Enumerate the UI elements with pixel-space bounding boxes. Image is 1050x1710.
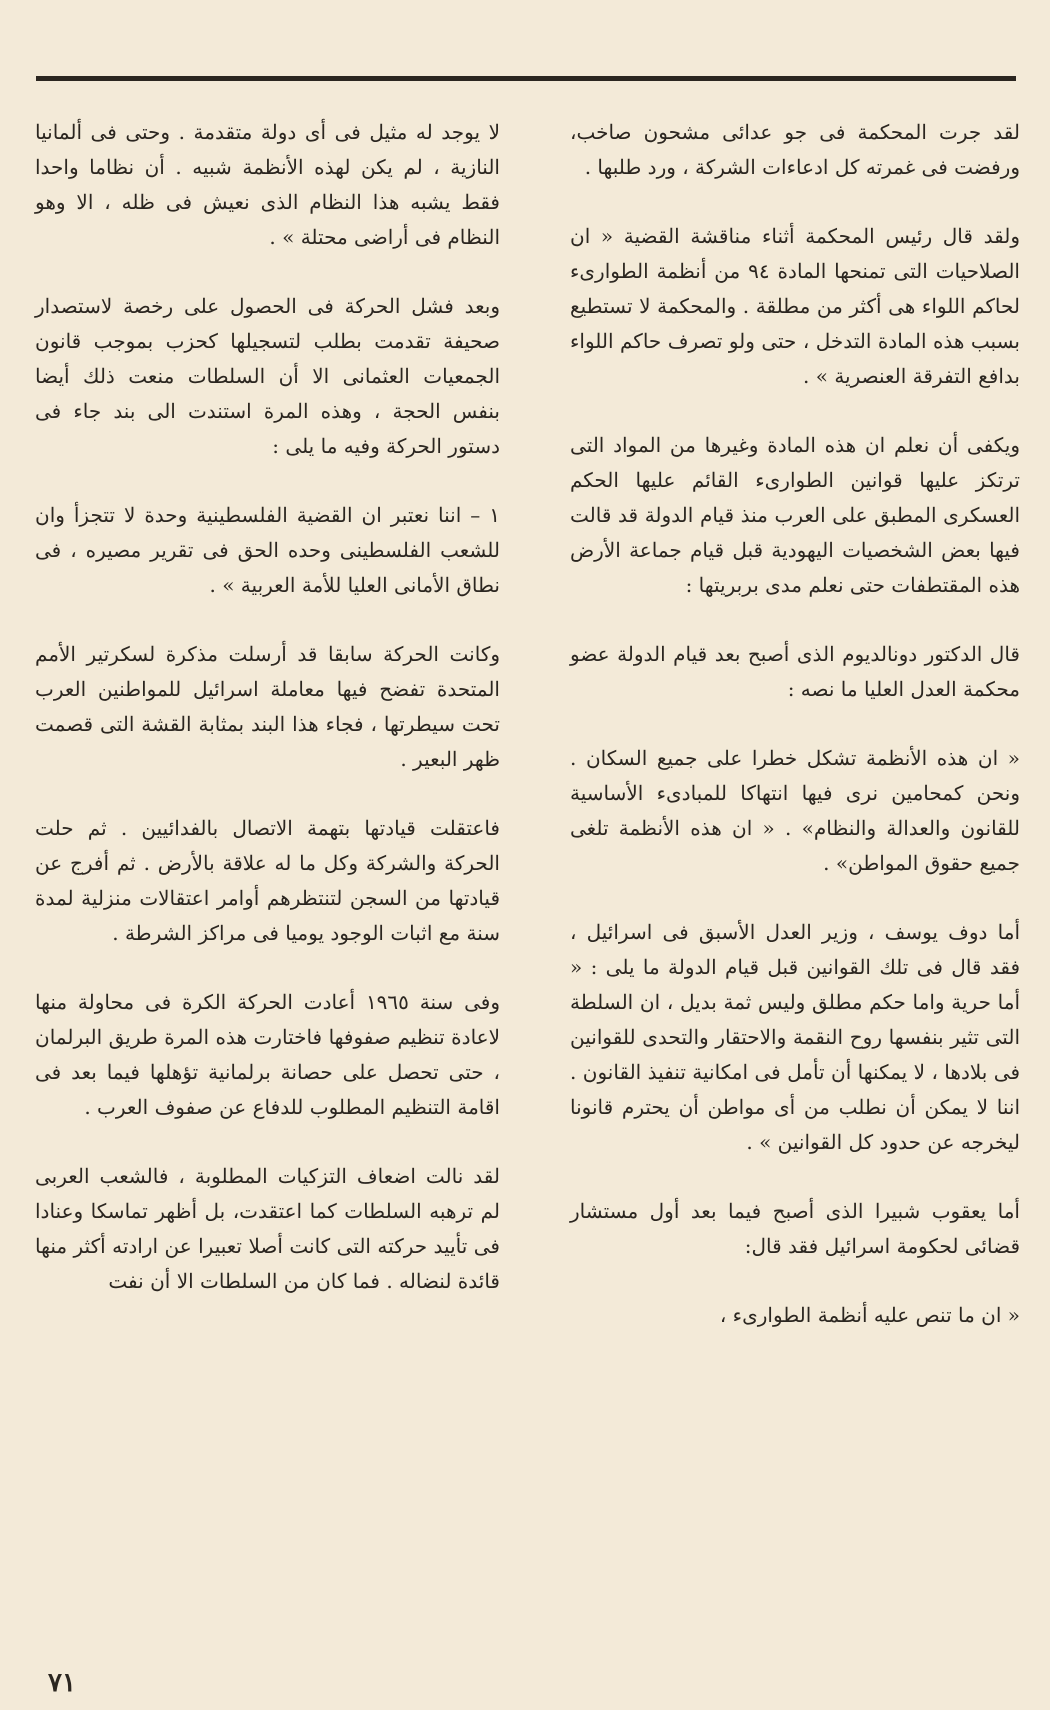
- left-column: [35, 115, 500, 1333]
- paragraph: « ان ما تنص عليه أنظمة الطوارىء ،: [719, 1303, 1020, 1327]
- paragraph: لقد نالت اضعاف التزكيات المطلوبة ، فالشعب العربى لم ترهبه السلطات كما اعتقدت، بل أظهر تماسكا وعنادا فى تأييد حركته التى كانت أصلا تعبيرا عن ارادته أكثر منها قائدة لنضاله . فما كان من السلطات الا أن نفت: [35, 1164, 500, 1293]
- top-rule: [36, 76, 1016, 81]
- page-number: ٧١: [48, 1668, 76, 1698]
- paragraph: أما دوف يوسف ، وزير العدل الأسبق فى اسرائيل ، فقد قال فى تلك القوانين قبل قيام الدولة ما يلى : « أما حرية واما حكم مطلق وليس ثمة بديل ، ان السلطة التى تثير بنفسها روح النقمة والاحتقار والتحدى للقوانين فى بلادها ، لا يمكنها أن تأمل فى امكانية تنفيذ القانون . اننا لا يمكن أن نطلب من أى مواطن أن يحترم قانونا ليخرجه عن حدود كل القوانين » .: [570, 920, 1021, 1154]
- paragraph: وكانت الحركة سابقا قد أرسلت مذكرة لسكرتير الأمم المتحدة تفضح فيها معاملة اسرائيل للمواطنين العرب تحت سيطرتها ، فجاء هذا البند بمثابة القشة التى قصمت ظهر البعير .: [35, 642, 500, 771]
- paragraph: ولقد قال رئيس المحكمة أثناء مناقشة القضية « ان الصلاحيات التى تمنحها المادة ٩٤ من أنظمة الطوارىء لحاكم اللواء هى أكثر من مطلقة . والمحكمة لا تستطيع بسبب هذه المادة التدخل ، حتى ولو تصرف حاكم اللواء بدافع التفرقة العنصرية » .: [570, 224, 1020, 388]
- right-column: [570, 115, 1020, 1367]
- paragraph: لقد جرت المحكمة فى جو عدائى مشحون صاخب، ورفضت فى غمرته كل ادعاءات الشركة ، ورد طلبها .: [570, 120, 1020, 179]
- paragraph: ويكفى أن نعلم ان هذه المادة وغيرها من المواد التى ترتكز عليها قوانين الطوارىء القائم عليها الحكم العسكرى المطبق على العرب منذ قيام الدولة قد قالت فيها بعض الشخصيات اليهودية قبل قيام جماعة الأرض هذه المقتطفات حتى نعلم مدى بربريتها :: [570, 433, 1020, 597]
- paragraph: ١ – اننا نعتبر ان القضية الفلسطينية وحدة لا تتجزأ وان للشعب الفلسطينى وحده الحق فى تقرير مصيره ، فى نطاق الأمانى العليا للأمة العربية » .: [35, 503, 500, 597]
- paragraph: أما يعقوب شبيرا الذى أصبح فيما بعد أول مستشار قضائى لحكومة اسرائيل فقد قال:: [570, 1199, 1020, 1258]
- paragraph: وفى سنة ١٩٦٥ أعادت الحركة الكرة فى محاولة منها لاعادة تنظيم صفوفها فاختارت هذه المرة طريق البرلمان ، حتى تحصل على حصانة برلمانية تؤهلها فيما بعد فى اقامة التنظيم المطلوب للدفاع عن صفوف العرب .: [35, 990, 501, 1119]
- paragraph: « ان هذه الأنظمة تشكل خطرا على جميع السكان . ونحن كمحامين نرى فيها انتهاكا للمبادىء الأساسية للقانون والعدالة والنظام» . « ان هذه الأنظمة تلغى جميع حقوق المواطن» .: [570, 746, 1020, 875]
- paragraph: فاعتقلت قيادتها بتهمة الاتصال بالفدائيين . ثم حلت الحركة والشركة وكل ما له علاقة بالأرض . ثم أفرج عن قيادتها من السجن لتنتظرهم أوامر اعتقالات منزلية لمدة سنة مع اثبات الوجود يوميا فى مراكز الشرطة .: [35, 816, 500, 945]
- paragraph: قال الدكتور دونالديوم الذى أصبح بعد قيام الدولة عضو محكمة العدل العليا ما نصه :: [570, 642, 1020, 701]
- paragraph: وبعد فشل الحركة فى الحصول على رخصة لاستصدار صحيفة تقدمت بطلب لتسجيلها كحزب بموجب قانون الجمعيات العثمانى الا أن السلطات منعت ذلك أيضا بنفس الحجة ، وهذه المرة استندت الى بند جاء فى دستور الحركة وفيه ما يلى :: [35, 294, 500, 458]
- paragraph: لا يوجد له مثيل فى أى دولة متقدمة . وحتى فى ألمانيا النازية ، لم يكن لهذه الأنظمة شبيه . أن نظاما واحدا فقط يشبه هذا النظام الذى نعيش فى ظله ، الا وهو النظام فى أراضى محتلة » .: [35, 120, 500, 249]
